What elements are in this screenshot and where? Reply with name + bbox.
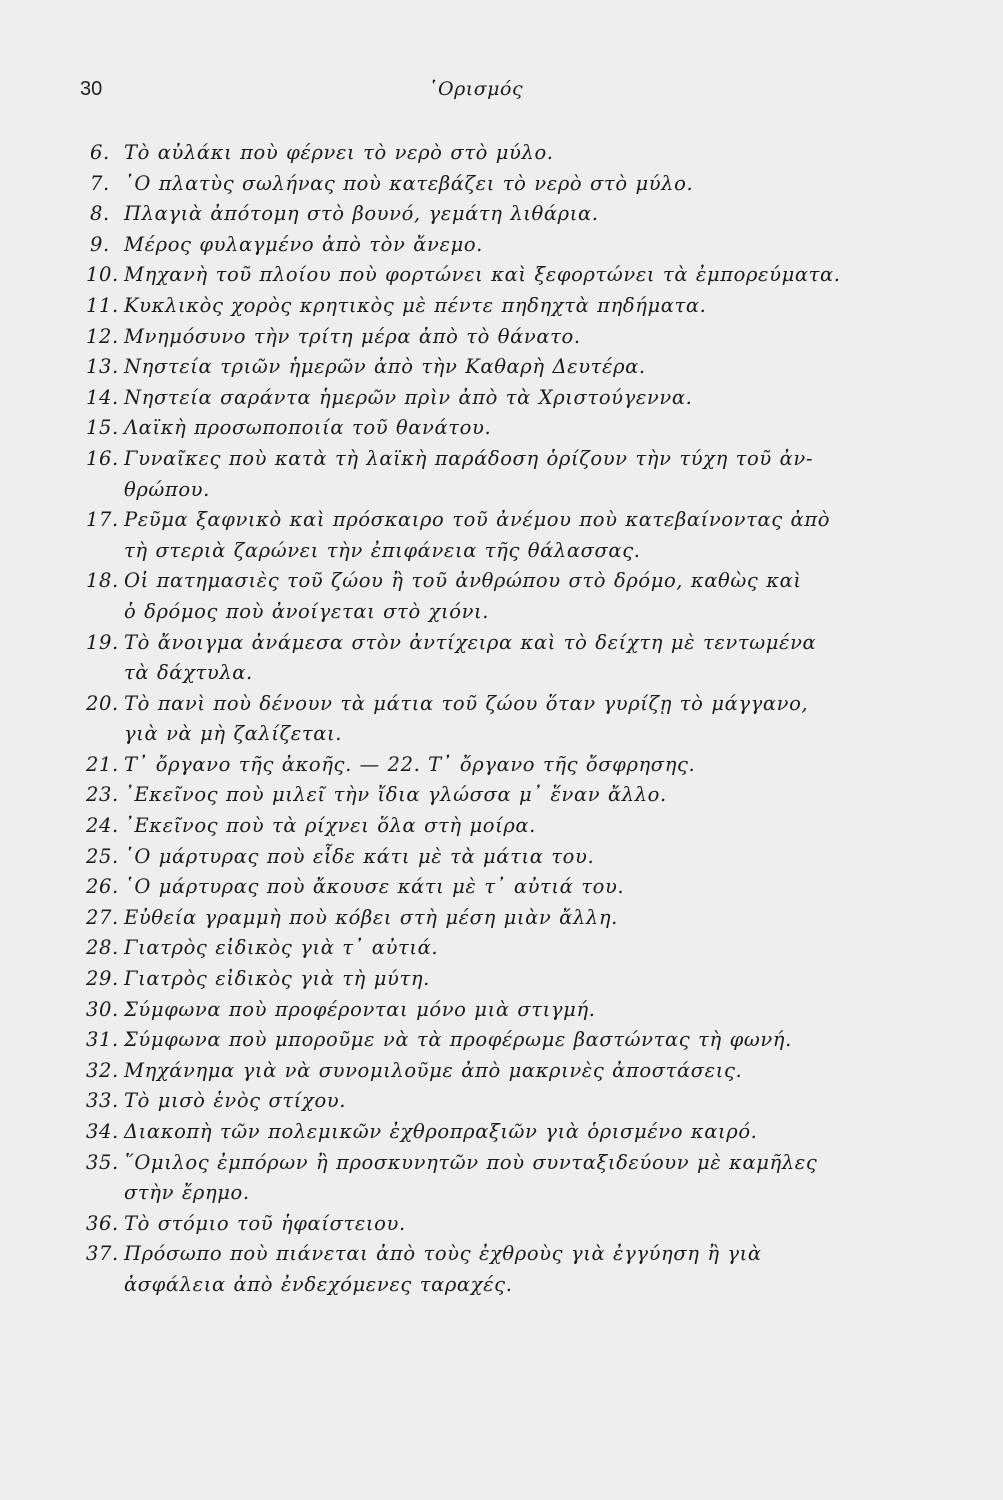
entry-text-continuation: θρώπου. <box>124 477 210 501</box>
entry-text <box>124 811 905 842</box>
entry-text <box>124 995 905 1026</box>
entry-number: 35. <box>86 1150 119 1174</box>
entry-text <box>124 1239 905 1300</box>
entry-text <box>124 383 905 414</box>
entry-number: 10. <box>86 263 119 287</box>
definition-entry <box>86 444 905 505</box>
entry-text <box>124 444 905 505</box>
entry-text <box>124 1209 905 1240</box>
entry-text-line: Οἱ πατημασιὲς τοῦ ζώου ἢ τοῦ ἀνθρώπου στὸ δρόμο, καθὼς καὶ <box>124 569 802 593</box>
entry-text <box>124 352 905 383</box>
definition-entry <box>86 352 905 383</box>
entry-text-line: ῾Ο μάρτυρας ποὺ εἶδε κάτι μὲ τὰ μάτια του. <box>124 844 595 868</box>
entry-text-line: Ρεῦμα ξαφνικὸ καὶ πρόσκαιρο τοῦ ἀνέμου ποὺ κατεβαίνοντας ἀπὸ <box>124 508 831 532</box>
entry-number: 9. <box>90 232 110 256</box>
definition-entry <box>86 291 905 322</box>
entry-number: 17. <box>86 508 119 532</box>
entry-text-line: Μηχανὴ τοῦ πλοίου ποὺ φορτώνει καὶ ξεφορτώνει τὰ ἐμπορεύματα. <box>124 263 841 287</box>
entry-number: 36. <box>86 1211 119 1235</box>
entry-number: 7. <box>90 171 110 195</box>
entry-number: 25. <box>86 844 119 868</box>
entry-text <box>124 566 905 627</box>
entry-text-line: Πλαγιὰ ἀπότομη στὸ βουνό, γεμάτη λιθάρια. <box>124 202 599 226</box>
entry-number: 31. <box>86 1028 119 1052</box>
entry-text-line: Σύμφωνα ποὺ μποροῦμε νὰ τὰ προφέρωμε βαστώντας τὴ φωνή. <box>124 1028 792 1052</box>
entry-text <box>124 628 905 689</box>
entry-text-line: Λαϊκὴ προσωποποιία τοῦ θανάτου. <box>124 416 492 440</box>
definition-entry <box>86 322 905 353</box>
entry-text-line: Τ᾿ ὄργανο τῆς ἀκοῆς. — 22. Τ᾿ ὄργανο τῆς ὄσφρησης. <box>124 752 696 776</box>
page-number: 30 <box>80 78 103 100</box>
entry-number: 11. <box>86 293 119 317</box>
entry-text <box>124 964 905 995</box>
definition-entry <box>86 1025 905 1056</box>
entry-number: 23. <box>86 783 119 807</box>
definition-entry <box>86 1148 905 1209</box>
definition-entry <box>86 1056 905 1087</box>
definition-entry <box>86 811 905 842</box>
entry-number: 27. <box>86 905 119 929</box>
entry-text <box>124 1117 905 1148</box>
entry-text-line: Κυκλικὸς χορὸς κρητικὸς μὲ πέντε πηδηχτὰ πηδήματα. <box>124 293 707 317</box>
entry-text-line: Μηχάνημα γιὰ νὰ συνομιλοῦμε ἀπὸ μακρινὲς ἀποστάσεις. <box>124 1058 743 1082</box>
entry-number: 28. <box>86 936 119 960</box>
entry-text-line: Πρόσωπο ποὺ πιάνεται ἀπὸ τοὺς ἐχθροὺς γιὰ ἐγγύηση ἢ γιὰ <box>124 1242 762 1266</box>
entry-number: 34. <box>86 1120 119 1143</box>
entry-text-line: Διακοπὴ τῶν πολεμικῶν ἐχθροπραξιῶν γιὰ ὁρισμένο καιρό. <box>124 1120 758 1143</box>
entry-number: 20. <box>86 691 119 715</box>
entry-text <box>124 933 905 964</box>
entry-text <box>124 505 905 566</box>
entry-number: 12. <box>86 324 119 348</box>
definition-entry <box>90 230 905 261</box>
definition-entry <box>90 138 905 169</box>
entry-text-line: Νηστεία σαράντα ἡμερῶν πρὶν ἀπὸ τὰ Χριστούγεννα. <box>124 385 693 409</box>
entry-number: 26. <box>86 875 119 899</box>
entry-text-line: Μνημόσυνο τὴν τρίτη μέρα ἀπὸ τὸ θάνατο. <box>124 324 581 348</box>
entry-text <box>124 903 905 934</box>
definition-entry <box>86 780 905 811</box>
entry-text-line: ᾿Εκεῖνος ποὺ μιλεῖ τὴν ἴδια γλώσσα μ᾿ ἕναν ἄλλο. <box>124 783 667 807</box>
entry-number: 32. <box>86 1058 119 1082</box>
definition-entry <box>86 1117 905 1148</box>
entry-text-line: Τὸ στόμιο τοῦ ἡφαίστειου. <box>124 1211 406 1235</box>
entry-text <box>124 199 905 230</box>
entry-text <box>124 169 905 200</box>
entry-text <box>124 1148 905 1209</box>
entry-number: 16. <box>86 446 119 470</box>
entry-text-line: Γιατρὸς εἰδικὸς γιὰ τ᾿ αὐτιά. <box>124 936 439 960</box>
definition-entry <box>86 505 905 566</box>
entry-text-line: Τὸ μισὸ ἑνὸς στίχου. <box>124 1089 347 1113</box>
definition-entry <box>86 995 905 1026</box>
entry-text-continuation: στὴν ἔρημο. <box>124 1181 250 1205</box>
definition-entry <box>86 1209 905 1240</box>
entry-text-line: Εὐθεία γραμμὴ ποὺ κόβει στὴ μέση μιὰν ἄλλη. <box>124 905 618 929</box>
definition-entry <box>86 933 905 964</box>
definition-entry <box>86 872 905 903</box>
entry-text <box>124 872 905 903</box>
entry-text-line: Νηστεία τριῶν ἡμερῶν ἀπὸ τὴν Καθαρὴ Δευτέρα. <box>124 355 646 379</box>
entry-text-continuation: τὰ δάχτυλα. <box>124 661 253 685</box>
entry-number: 14. <box>86 385 119 409</box>
entry-text <box>124 322 905 353</box>
entry-text-continuation: τὴ στεριὰ ζαρώνει τὴν ἐπιφάνεια τῆς θάλασσας. <box>124 538 641 562</box>
entry-text-line: Τὸ πανὶ ποὺ δένουν τὰ μάτια τοῦ ζώου ὅταν γυρίζῃ τὸ μάγγανο, <box>124 691 809 715</box>
definition-entry <box>86 750 905 781</box>
running-title: ῾Ορισμός <box>428 78 524 100</box>
entry-text <box>124 260 905 291</box>
entry-number: 21. <box>86 752 119 776</box>
entry-text <box>124 780 905 811</box>
entry-text-line: Τὸ αὐλάκι ποὺ φέρνει τὸ νερὸ στὸ μύλο. <box>124 141 554 164</box>
definition-entry <box>86 260 905 291</box>
entry-number: 15. <box>86 416 119 440</box>
definition-entry <box>86 689 905 750</box>
entry-number: 29. <box>86 967 119 991</box>
entry-text <box>124 138 905 169</box>
entry-text-line: ῾Ο μάρτυρας ποὺ ἄκουσε κάτι μὲ τ᾿ αὐτιά του. <box>124 875 625 899</box>
entry-text <box>124 1086 905 1117</box>
entry-number: 30. <box>86 997 119 1021</box>
definition-entry <box>86 1086 905 1117</box>
entry-text-line: Μέρος φυλαγμένο ἀπὸ τὸν ἄνεμο. <box>124 232 483 256</box>
entry-text-line: ᾿Εκεῖνος ποὺ τὰ ρίχνει ὅλα στὴ μοίρα. <box>124 814 536 838</box>
entry-number: 19. <box>86 630 119 654</box>
entry-text-line: Γιατρὸς εἰδικὸς γιὰ τὴ μύτη. <box>124 967 430 991</box>
entry-text <box>124 689 905 750</box>
entry-text-line: ῞Ομιλος ἐμπόρων ἢ προσκυνητῶν ποὺ συνταξιδεύουν μὲ καμῆλες <box>124 1150 818 1174</box>
entry-number: 18. <box>86 569 119 593</box>
page-header <box>80 78 920 108</box>
entry-text <box>124 842 905 873</box>
definition-entry <box>86 628 905 689</box>
entry-text <box>124 750 905 781</box>
definition-entry <box>86 903 905 934</box>
entry-number: 8. <box>90 202 110 226</box>
entry-number: 6. <box>90 141 110 164</box>
entry-text <box>124 1025 905 1056</box>
definition-entry <box>86 842 905 873</box>
entry-number: 24. <box>86 814 119 838</box>
entry-text <box>124 1056 905 1087</box>
entry-text <box>124 230 905 261</box>
definition-entry <box>86 964 905 995</box>
definition-entry <box>86 566 905 627</box>
entry-text-line: Γυναῖκες ποὺ κατὰ τὴ λαϊκὴ παράδοση ὁρίζουν τὴν τύχη τοῦ ἀν- <box>124 446 814 470</box>
entry-text <box>124 291 905 322</box>
entry-number: 13. <box>86 355 119 379</box>
entry-number: 37. <box>86 1242 119 1266</box>
entry-text-continuation: ἀσφάλεια ἀπὸ ἐνδεχόμενες ταραχές. <box>124 1272 513 1296</box>
definitions-list <box>86 138 905 1301</box>
definition-entry <box>86 383 905 414</box>
definition-entry <box>86 1239 905 1300</box>
definition-entry <box>90 199 905 230</box>
definition-entry <box>86 413 905 444</box>
entry-number: 33. <box>86 1089 119 1113</box>
entry-text-line: Τὸ ἄνοιγμα ἀνάμεσα στὸν ἀντίχειρα καὶ τὸ δείχτη μὲ τεντωμένα <box>124 630 817 654</box>
definition-entry <box>90 169 905 200</box>
entry-text-continuation: γιὰ νὰ μὴ ζαλίζεται. <box>124 722 343 746</box>
entry-text-line: ῾Ο πλατὺς σωλήνας ποὺ κατεβάζει τὸ νερὸ στὸ μύλο. <box>124 171 694 195</box>
entry-text-continuation: ὁ δρόμος ποὺ ἀνοίγεται στὸ χιόνι. <box>124 599 490 623</box>
entry-text-line: Σύμφωνα ποὺ προφέρονται μόνο μιὰ στιγμή. <box>124 997 596 1021</box>
entry-text <box>124 413 905 444</box>
